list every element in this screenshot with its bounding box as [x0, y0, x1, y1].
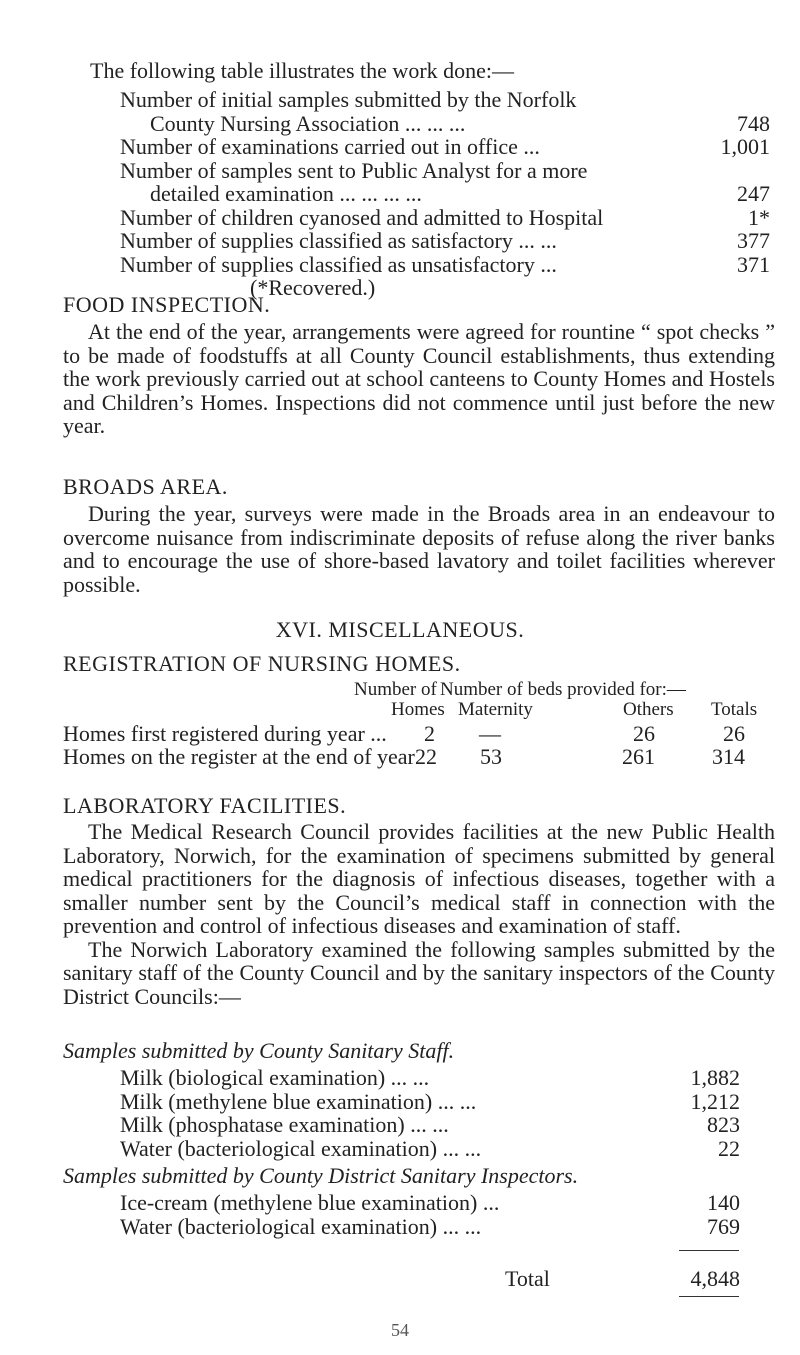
broads-area-heading: BROADS AREA. — [63, 474, 228, 499]
table-row — [120, 159, 770, 183]
col-homes: Homes — [391, 699, 445, 720]
food-inspection-text — [63, 320, 775, 438]
paragraph: During the year, surveys were made in the Broads area in an endeavour to overcome nuisance from indiscriminate deposits of refuse along the river banks and to encourage the use of shore-based lavatory and toilet facilities wherever possible. — [63, 501, 775, 597]
row-value: 247 — [737, 181, 770, 206]
maternity-cell: — — [479, 721, 501, 746]
homes-cell: 2 — [424, 721, 435, 746]
row-label: Number of children cyanosed and admitted to Hospital — [120, 204, 604, 230]
row-value: 140 — [707, 1190, 740, 1215]
row-label: Water (bacteriological examination) ... ... — [120, 1213, 482, 1239]
table-row — [120, 1090, 740, 1114]
row-value: 377 — [737, 228, 770, 253]
maternity-cell: 53 — [480, 744, 502, 769]
table-row — [120, 135, 770, 159]
table-row — [120, 253, 770, 277]
totals-cell: 26 — [723, 721, 745, 746]
totals-cell: 314 — [712, 744, 745, 769]
row-label: Number of supplies classified as unsatisfactory ... — [120, 251, 557, 277]
county-staff-table — [120, 1066, 740, 1160]
col-others: Others — [623, 699, 674, 720]
others-cell: 26 — [633, 721, 655, 746]
paragraph: The Medical Research Council provides facilities at the new Public Health Laboratory, Norwich, for the examination of specimens submitted by general medical practitioners for the diagnosis of infectious diseases, together with a smaller number sent by the Council’s medical staff in connection with the prevention and control of infectious diseases and examination of staff. — [63, 819, 775, 938]
row-value: 823 — [707, 1112, 740, 1137]
nursing-homes-row-label: Homes on the register at the end of year — [63, 744, 415, 769]
district-inspectors-table — [120, 1191, 740, 1238]
table-row — [120, 206, 770, 230]
laboratory-heading: LABORATORY FACILITIES. — [63, 793, 347, 818]
table-row — [120, 1113, 740, 1137]
paragraph: At the end of the year, arrangements were agreed for rountine “ spot checks ” to be made of foodstuffs at all County Council establishments, thus extending the work previously carried out at school canteens to County Homes and Hostels and Children’s Homes. Inspections did not commence until just before the new year. — [63, 319, 775, 438]
row-value: 748 — [737, 110, 770, 136]
district-inspectors-heading: Samples submitted by County District Sanitary Inspectors. — [63, 1163, 579, 1188]
row-value: 769 — [707, 1213, 740, 1239]
row-value — [710, 88, 770, 112]
col-beds: Number of beds provided for:— — [440, 679, 686, 700]
nursing-samples-table — [120, 88, 770, 300]
col-totals: Totals — [711, 699, 758, 720]
table-row — [120, 1191, 740, 1215]
total-label: Total — [505, 1266, 550, 1291]
row-label: Milk (methylene blue examination) ... ... — [120, 1088, 477, 1114]
paragraph: The Norwich Laboratory examined the following samples submitted by the sanitary staff of the County Council and by the sanitary inspectors of the County District Councils:— — [63, 936, 775, 1009]
row-value: 1* — [748, 204, 770, 230]
row-label: Number of examinations carried out in office ... — [120, 134, 540, 159]
col-number-of: Number of — [354, 679, 437, 700]
row-label: Water (bacteriological examination) ... ... — [120, 1135, 482, 1161]
row-value: 371 — [737, 251, 770, 277]
section-title: XVI. MISCELLANEOUS. — [275, 617, 525, 642]
laboratory-text — [63, 820, 775, 1008]
row-label: detailed examination ... ... ... ... — [150, 181, 422, 206]
row-value: 22 — [718, 1135, 740, 1161]
table-row — [120, 1137, 740, 1161]
page-number: 54 — [391, 1320, 409, 1340]
row-label: Number of initial samples submitted by the Norfolk — [120, 87, 577, 112]
table-row — [120, 182, 770, 206]
table-row — [120, 88, 770, 112]
row-label: Milk (biological examination) ... ... — [120, 1065, 430, 1090]
row-label: Number of samples sent to Public Analyst for a more — [120, 157, 588, 183]
row-value — [710, 159, 770, 183]
row-label: Milk (phosphatase examination) ... ... — [120, 1112, 449, 1137]
total-rule-top — [679, 1250, 739, 1251]
total-rule-bottom — [679, 1296, 739, 1297]
nursing-homes-row-label: Homes first registered during year ... — [63, 721, 387, 746]
row-value: 1,001 — [720, 134, 770, 159]
row-label: Ice-cream (methylene blue examination) ... — [120, 1190, 500, 1215]
row-label: County Nursing Association ... ... ... — [150, 110, 466, 136]
nursing-homes-heading: REGISTRATION OF NURSING HOMES. — [63, 651, 461, 676]
row-value: 1,212 — [690, 1088, 740, 1114]
row-label: Number of supplies classified as satisfactory ... ... — [120, 228, 557, 253]
total-value: 4,848 — [690, 1266, 740, 1291]
food-inspection-heading: FOOD INSPECTION. — [63, 292, 271, 317]
homes-cell: 22 — [415, 744, 437, 769]
others-cell: 261 — [622, 744, 655, 769]
row-value: 1,882 — [690, 1065, 740, 1090]
table-row — [120, 1215, 740, 1239]
intro-text: The following table illustrates the work done:— — [90, 58, 515, 83]
broads-area-text — [63, 502, 775, 596]
col-maternity: Maternity — [458, 699, 533, 720]
table-row — [120, 229, 770, 253]
table-row — [120, 1066, 740, 1090]
table-row — [120, 112, 770, 136]
county-staff-heading: Samples submitted by County Sanitary Staff. — [63, 1038, 455, 1063]
recovered-note: (*Recovered.) — [250, 275, 376, 300]
